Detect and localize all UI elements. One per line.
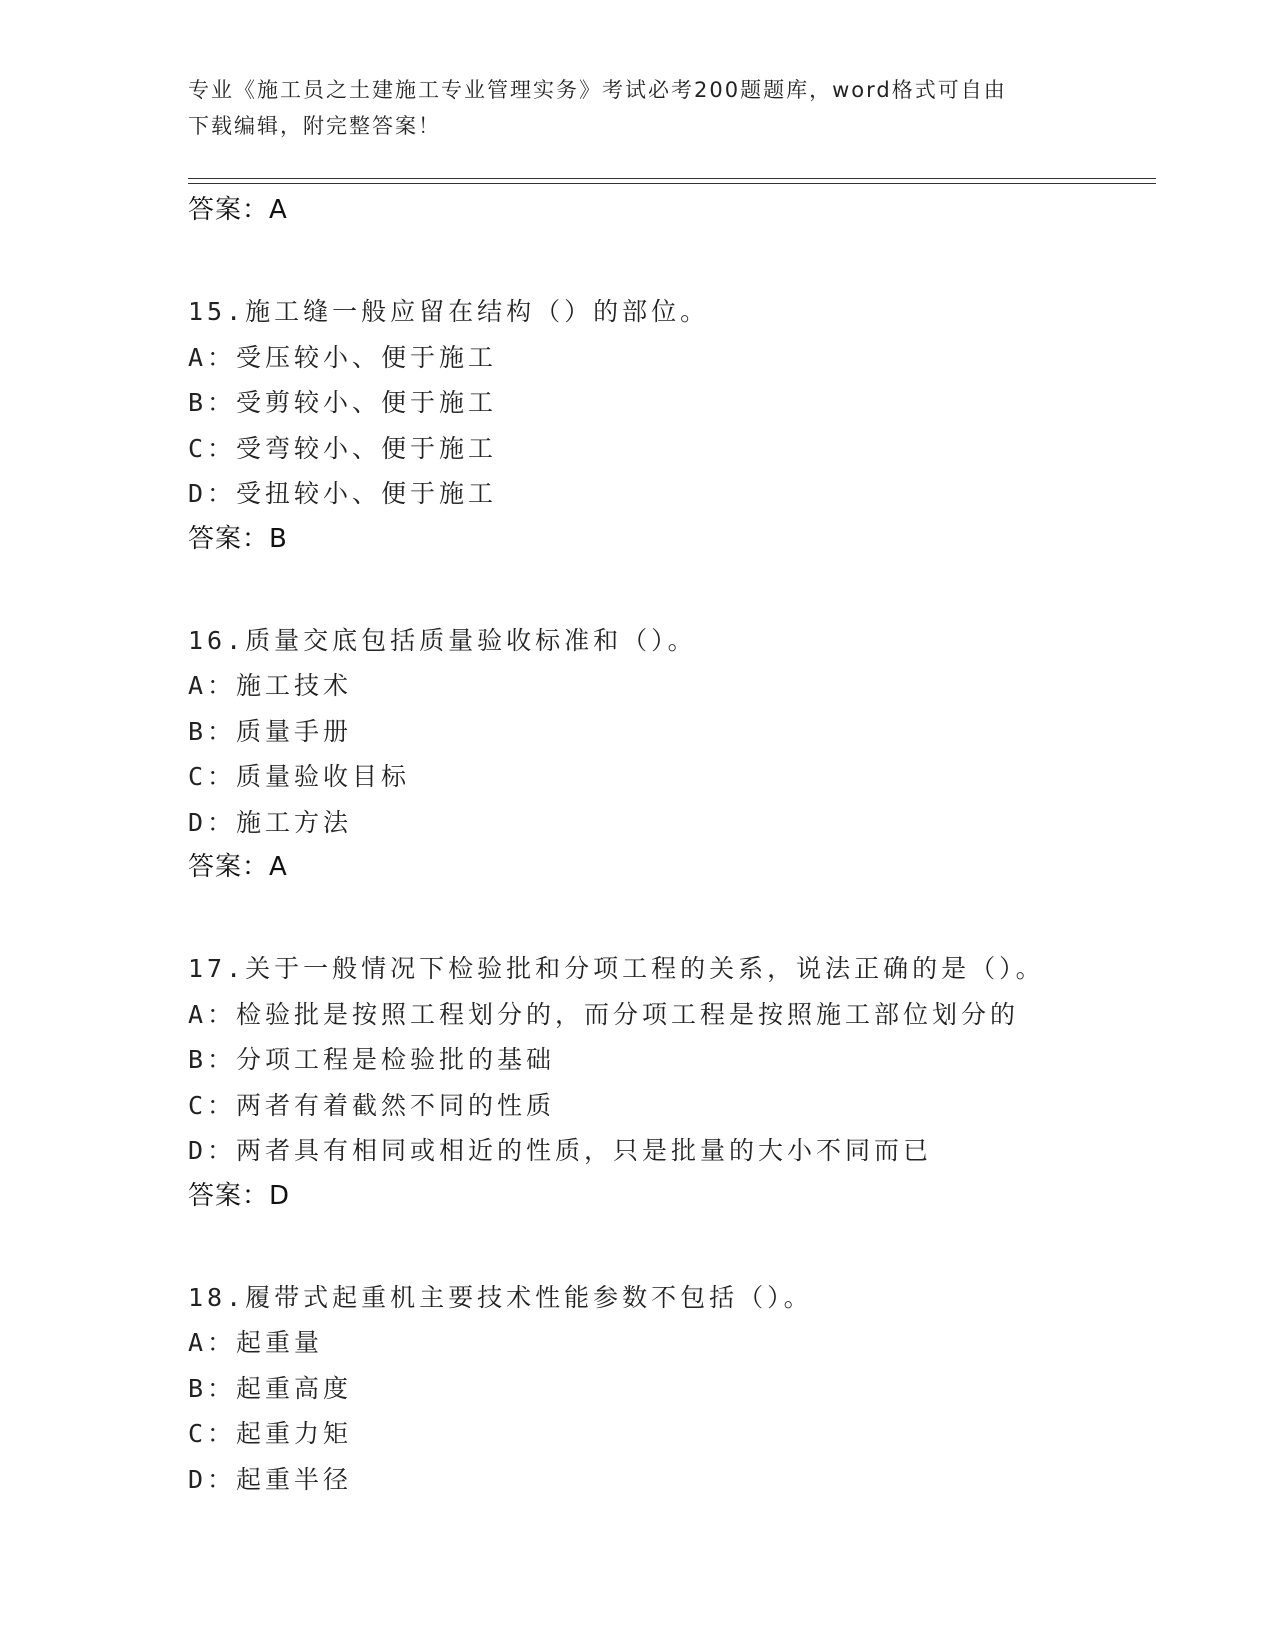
question-17 [188,946,1148,1219]
question-stem: 17.关于一般情况下检验批和分项工程的关系，说法正确的是（）。 [188,954,1045,983]
question-stem: 15.施工缝一般应留在结构（）的部位。 [188,297,710,326]
option-d: D：两者具有相同或相近的性质，只是批量的大小不同而已 [188,1136,933,1165]
header-divider [188,178,1156,184]
option-c: C：两者有着截然不同的性质 [188,1090,556,1120]
option-a: A：起重量 [188,1328,324,1357]
header-line-1: 专业《施工员之土建施工专业管理实务》考试必考200题题库，word格式可自由 [188,78,1007,102]
question-stem: 18.履带式起重机主要技术性能参数不包括（）。 [188,1282,813,1312]
option-c: C：起重力矩 [188,1419,353,1448]
answer-text: 答案：B [188,523,288,554]
page-header [188,72,1088,144]
option-a: A：受压较小、便于施工 [188,342,498,372]
answer-text: 答案：A [188,852,288,882]
question-18 [188,1275,1148,1503]
option-d: D：施工方法 [188,807,353,837]
option-a: A：施工技术 [188,671,353,700]
option-d: D：受扭较小、便于施工 [188,479,498,508]
option-a: A：检验批是按照工程划分的，而分项工程是按照施工部位划分的 [188,999,1020,1029]
question-stem: 16.质量交底包括质量验收标准和（）。 [188,625,697,655]
answer-text: 答案：A [188,195,288,225]
option-b: B：质量手册 [188,716,353,746]
question-16 [188,618,1148,891]
header-line-2: 下载编辑，附完整答案！ [188,114,441,138]
question-15 [188,289,1148,562]
answer-text: 答案：D [188,1180,291,1211]
option-b: B：分项工程是检验批的基础 [188,1045,556,1074]
option-c: C：受弯较小、便于施工 [188,433,498,463]
question-list [188,188,1148,1502]
option-c: C：质量验收目标 [188,762,411,791]
option-b: B：起重高度 [188,1373,353,1403]
option-b: B：受剪较小、便于施工 [188,388,498,417]
option-d: D：起重半径 [188,1464,353,1494]
